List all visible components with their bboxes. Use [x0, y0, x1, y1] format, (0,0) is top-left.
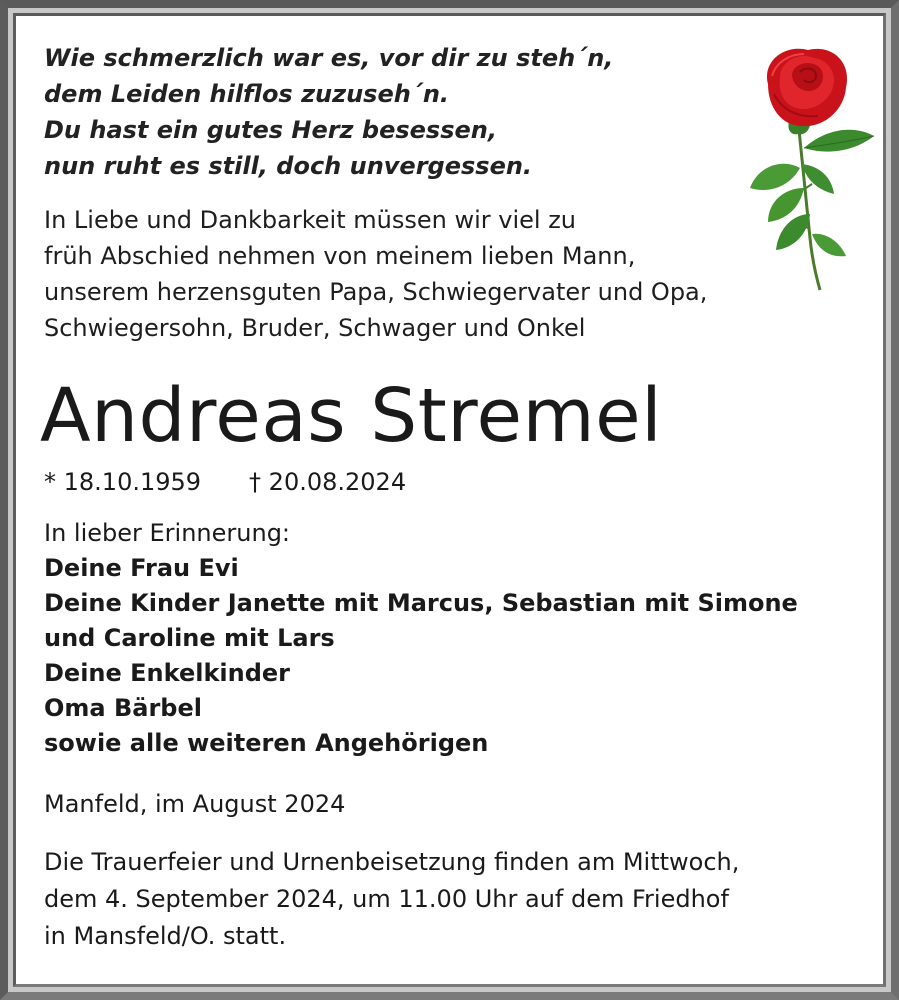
- life-dates: [44, 464, 406, 500]
- family-line: Deine Frau Evi: [44, 554, 239, 582]
- service-info: [44, 844, 739, 955]
- family-line: Oma Bärbel: [44, 694, 202, 722]
- intro-text: [44, 202, 707, 346]
- service-line: dem 4. September 2024, um 11.00 Uhr auf dem Friedhof: [44, 885, 729, 913]
- poem-line: nun ruht es still, doch unvergessen.: [44, 152, 533, 180]
- intro-line: früh Abschied nehmen von meinem lieben Mann,: [44, 242, 636, 270]
- family-line: sowie alle weiteren Angehörigen: [44, 729, 489, 757]
- family-signatures: [44, 516, 798, 761]
- service-line: Die Trauerfeier und Urnenbeisetzung finden am Mittwoch,: [44, 848, 740, 876]
- intro-line: In Liebe und Dankbarkeit müssen wir viel zu: [44, 206, 576, 234]
- red-rose-icon: [728, 38, 884, 294]
- poem-line: Wie schmerzlich war es, vor dir zu steh´n,: [44, 44, 614, 72]
- family-line: Deine Enkelkinder: [44, 659, 291, 687]
- birth-date: * 18.10.1959: [44, 468, 202, 496]
- place-date: Manfeld, im August 2024: [44, 790, 346, 818]
- rose-leaf: [802, 164, 834, 194]
- rose-leaf: [776, 214, 810, 250]
- family-line: Deine Kinder Janette mit Marcus, Sebastian mit Simone: [44, 589, 798, 617]
- intro-line: Schwiegersohn, Bruder, Schwager und Onkel: [44, 314, 586, 342]
- death-date: † 20.08.2024: [249, 468, 407, 496]
- rose-leaf: [812, 234, 846, 257]
- poem-line: dem Leiden hilflos zuzuseh´n.: [44, 80, 450, 108]
- family-line: und Caroline mit Lars: [44, 624, 335, 652]
- intro-line: unserem herzensguten Papa, Schwiegervater und Opa,: [44, 278, 708, 306]
- rose-leaf: [750, 164, 800, 190]
- poem-line: Du hast ein gutes Herz besessen,: [44, 116, 497, 144]
- poem: [44, 40, 613, 184]
- deceased-name: Andreas Stremel: [40, 373, 663, 459]
- rose-leaf: [804, 130, 874, 152]
- service-line: in Mansfeld/O. statt.: [44, 922, 287, 950]
- family-lead: In lieber Erinnerung:: [44, 519, 291, 547]
